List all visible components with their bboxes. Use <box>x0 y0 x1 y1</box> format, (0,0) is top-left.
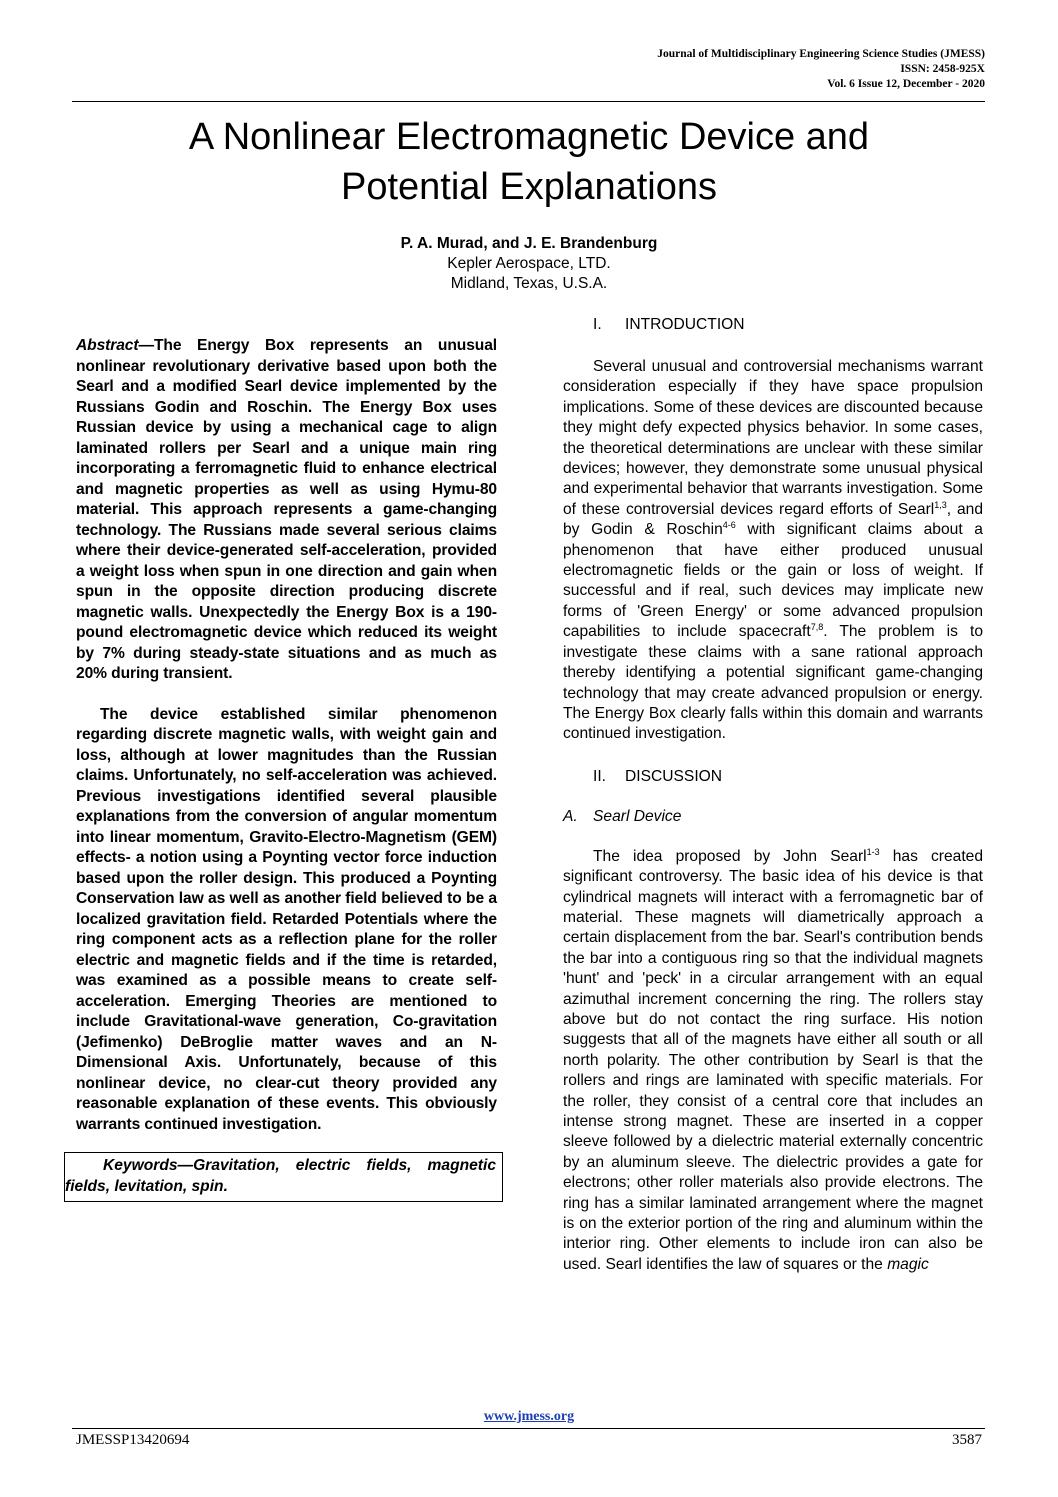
journal-issn: ISSN: 2458-925X <box>900 63 985 75</box>
discussion-text-b: has created significant controversy. The basic idea of his device is that cylindrical magnets will interact with a ferromagnetic bar of material. These magnets will diametrically approach a certain displacement from the bar. Searl's contribution bends the bar into a contiguous ring so that the individual magnets 'hunt' and 'peck' in a circular arrangement with an equal azimuthal increment concerning the ring. The rollers stay above but do not contact the ring surface. His notion suggests that all of the magnets have either all south or all north polarity. The other contribution by Searl is that the rollers and rings are laminated with specific materials. For the roller, they consist of a central core that includes an intense strong magnet. These are inserted in a copper sleeve followed by a dielectric material externally concentric by an aluminum sleeve. The dielectric provides a gate for electrons; other roller materials also provide electrons. The ring has a similar laminated arrangement where the magnet is on the exterior portion of the ring and aluminum within the interior ring. Other elements to include iron can also be used. Searl identifies the law of squares or the <box>563 847 983 1273</box>
author-names: P. A. Murad, and J. E. Brandenburg <box>400 235 658 252</box>
journal-url-link[interactable]: www.jmess.org <box>483 1409 575 1424</box>
keywords: Keywords—Gravitation, electric fields, magnetic fields, levitation, spin. <box>65 1157 496 1195</box>
section-number: I. <box>593 316 602 333</box>
footer-rule <box>72 1428 985 1429</box>
intro-text-c: with significant claims about a phenomenon that have either produced unusual electromagnetic fields or the gain or loss of weight. If successful and if real, such devices may implicate new forms of 'Green Energy' or some advanced propulsion capabilities to include spacecraft <box>563 521 983 641</box>
intro-text-a: Several unusual and controversial mechanisms warrant consideration especially if they have space propulsion implications. Some of these devices are discounted because they might defy expected physics behavior. In some cases, the theoretical determinations are unclear with these similar devices; however, they demonstrate some unusual physical and experimental behavior that warrants investigation. Some of these controversial devices regard efforts of Searl <box>563 358 983 518</box>
introduction-paragraph <box>563 357 983 745</box>
paper-title <box>60 112 998 212</box>
section-title: DISCUSSION <box>625 767 723 785</box>
section-heading-introduction <box>563 315 983 335</box>
citation-ref: 4-6 <box>722 520 736 531</box>
journal-name: Journal of Multidisciplinary Engineering Science Studies (JMESS) <box>657 48 985 60</box>
keywords-box <box>64 1152 503 1202</box>
abstract-text-1: —The Energy Box represents an unusual nonlinear revolutionary derivative based upon both the Searl and a modified Searl device implemented by the Russians Godin and Roschin. The Energy Box uses Russian device by using a mechanical cage to align laminated rollers per Searl and a unique main ring incorporating a ferromagnetic fluid to enhance electrical and magnetic properties as well as using Hymu-80 material. This approach represents a game-changing technology. The Russians made several serious claims where their device-generated self-acceleration, provided a weight loss when spun in one direction and gain when spun in the opposite direction producing discrete magnetic walls. Unexpectedly the Energy Box is a 190-pound electromagnetic device which reduced its weight by 7% during steady-state situations and as much as 20% during transient. <box>76 337 497 682</box>
discussion-text-a: The idea proposed by John Searl <box>593 847 867 865</box>
left-column <box>65 336 497 1202</box>
abstract <box>76 336 497 1135</box>
journal-header <box>465 47 985 92</box>
abstract-lead: Abstract <box>76 337 139 354</box>
paper-id: JMESSP13420694 <box>76 1432 190 1448</box>
citation-ref: 1-3 <box>866 846 880 857</box>
subsection-title: Searl Device <box>593 807 682 825</box>
author-affiliation: Kepler Aerospace, LTD. <box>447 255 611 272</box>
section-title: INTRODUCTION <box>625 316 745 333</box>
subsection-heading-searl <box>563 807 983 827</box>
citation-ref: 1,3 <box>934 499 947 510</box>
author-location: Midland, Texas, U.S.A. <box>450 275 608 292</box>
section-heading-discussion <box>563 767 983 787</box>
author-block <box>200 234 858 294</box>
intro-text-d: . The problem is to investigate these claims with a sane rational approach thereby identifying a potential significant game-changing technology that may create advanced propulsion or energy. The Energy Box clearly falls within this domain and warrants continued investigation. <box>563 623 983 743</box>
discussion-italic-word: magic <box>887 1255 929 1273</box>
abstract-paragraph-2: The device established similar phenomenon regarding discrete magnetic walls, with weight gain and loss, although at lower magnitudes than the Russian claims. Unfortunately, no self-acceleration was achieved. Previous investigations identified several plausible explanations from the conversion of angular momentum into linear momentum, Gravito-Electro-Magnetism (GEM) effects- a notion using a Poynting vector force induction based upon the roller design. This produced a Poynting Conservation law as well as another field believed to be a localized gravitation field. Retarded Potentials where the ring component acts as a reflection plane for the roller electric and magnetic fields and if the time is retarded, was examined as a possible means to create self-acceleration. Emerging Theories are mentioned to include Gravitational-wave generation, Co-gravitation (Jefimenko) DeBroglie matter waves and an N-Dimensional Axis. Unfortunately, because of this nonlinear device, no clear-cut theory provided any reasonable explanation of these events. This obviously warrants continued investigation. <box>76 705 497 1133</box>
subsection-number: A. <box>563 807 578 825</box>
abstract-paragraph-1 <box>76 336 497 685</box>
section-number: II. <box>593 767 606 785</box>
page-number: 3587 <box>952 1432 982 1448</box>
introduction-body <box>563 357 983 745</box>
intro-text-b: , and by Godin & Roschin <box>563 500 983 539</box>
discussion-paragraph <box>563 847 983 1276</box>
right-column <box>563 315 983 1275</box>
citation-ref: 7,8 <box>810 622 824 633</box>
journal-volume: Vol. 6 Issue 12, December - 2020 <box>827 78 985 90</box>
discussion-body <box>563 847 983 1276</box>
title-line-1: A Nonlinear Electromagnetic Device and <box>188 116 870 158</box>
title-line-2: Potential Explanations <box>340 166 718 208</box>
header-rule <box>72 101 985 102</box>
